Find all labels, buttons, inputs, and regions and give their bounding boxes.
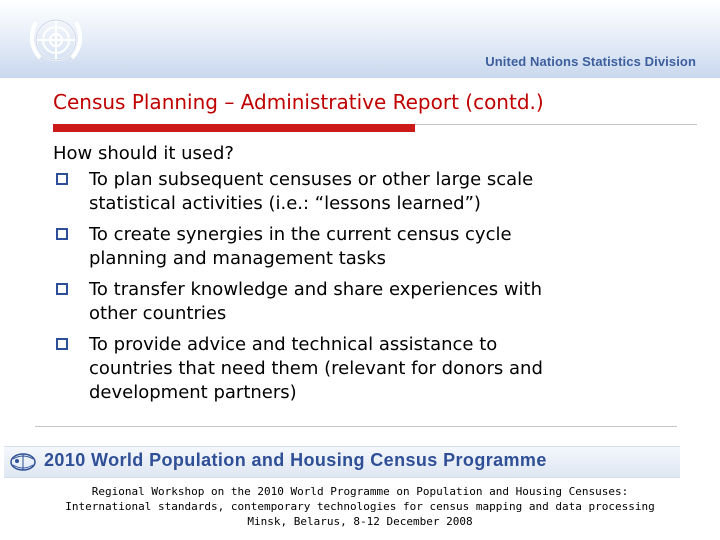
bullet-line: development partners)	[89, 382, 297, 403]
bullet-line: countries that need them (relevant for donors and	[89, 358, 543, 379]
program-banner	[4, 446, 680, 478]
question-text: How should it used?	[53, 143, 234, 164]
census-globe-icon	[8, 451, 38, 473]
header-band	[0, 0, 720, 78]
title-accent-bar	[53, 124, 415, 132]
checkbox-bullet-icon	[56, 173, 68, 185]
slide-title: Census Planning – Administrative Report (contd.)	[53, 90, 544, 114]
checkbox-bullet-icon	[56, 338, 68, 350]
footer-line: Minsk, Belarus, 8-12 December 2008	[247, 515, 473, 528]
bullet-line: To plan subsequent censuses or other large scale	[89, 169, 534, 190]
bullet-list	[53, 168, 693, 405]
footer-line: International standards, contemporary technologies for census mapping and data processing	[65, 500, 655, 513]
footer-line: Regional Workshop on the 2010 World Programme on Population and Housing Censuses:	[91, 485, 629, 498]
bullet-line: To provide advice and technical assistance to	[89, 334, 498, 355]
bullet-line: other countries	[89, 303, 227, 324]
footer-divider	[35, 426, 677, 427]
bullet-item	[53, 223, 693, 271]
un-emblem-icon	[16, 8, 96, 74]
bullet-line: statistical activities (i.e.: “lessons learned”)	[89, 193, 481, 214]
bullet-line: planning and management tasks	[89, 248, 386, 269]
checkbox-bullet-icon	[56, 228, 68, 240]
slide-content	[53, 142, 693, 412]
banner-text: 2010 World Population and Housing Census Programme	[44, 450, 547, 470]
checkbox-bullet-icon	[56, 283, 68, 295]
bullet-item	[53, 168, 693, 216]
org-name: United Nations Statistics Division	[485, 54, 696, 69]
bullet-line: To create synergies in the current census cycle	[89, 224, 512, 245]
bullet-item	[53, 333, 693, 405]
footer	[0, 484, 720, 529]
bullet-line: To transfer knowledge and share experiences with	[89, 279, 543, 300]
bullet-item	[53, 278, 693, 326]
